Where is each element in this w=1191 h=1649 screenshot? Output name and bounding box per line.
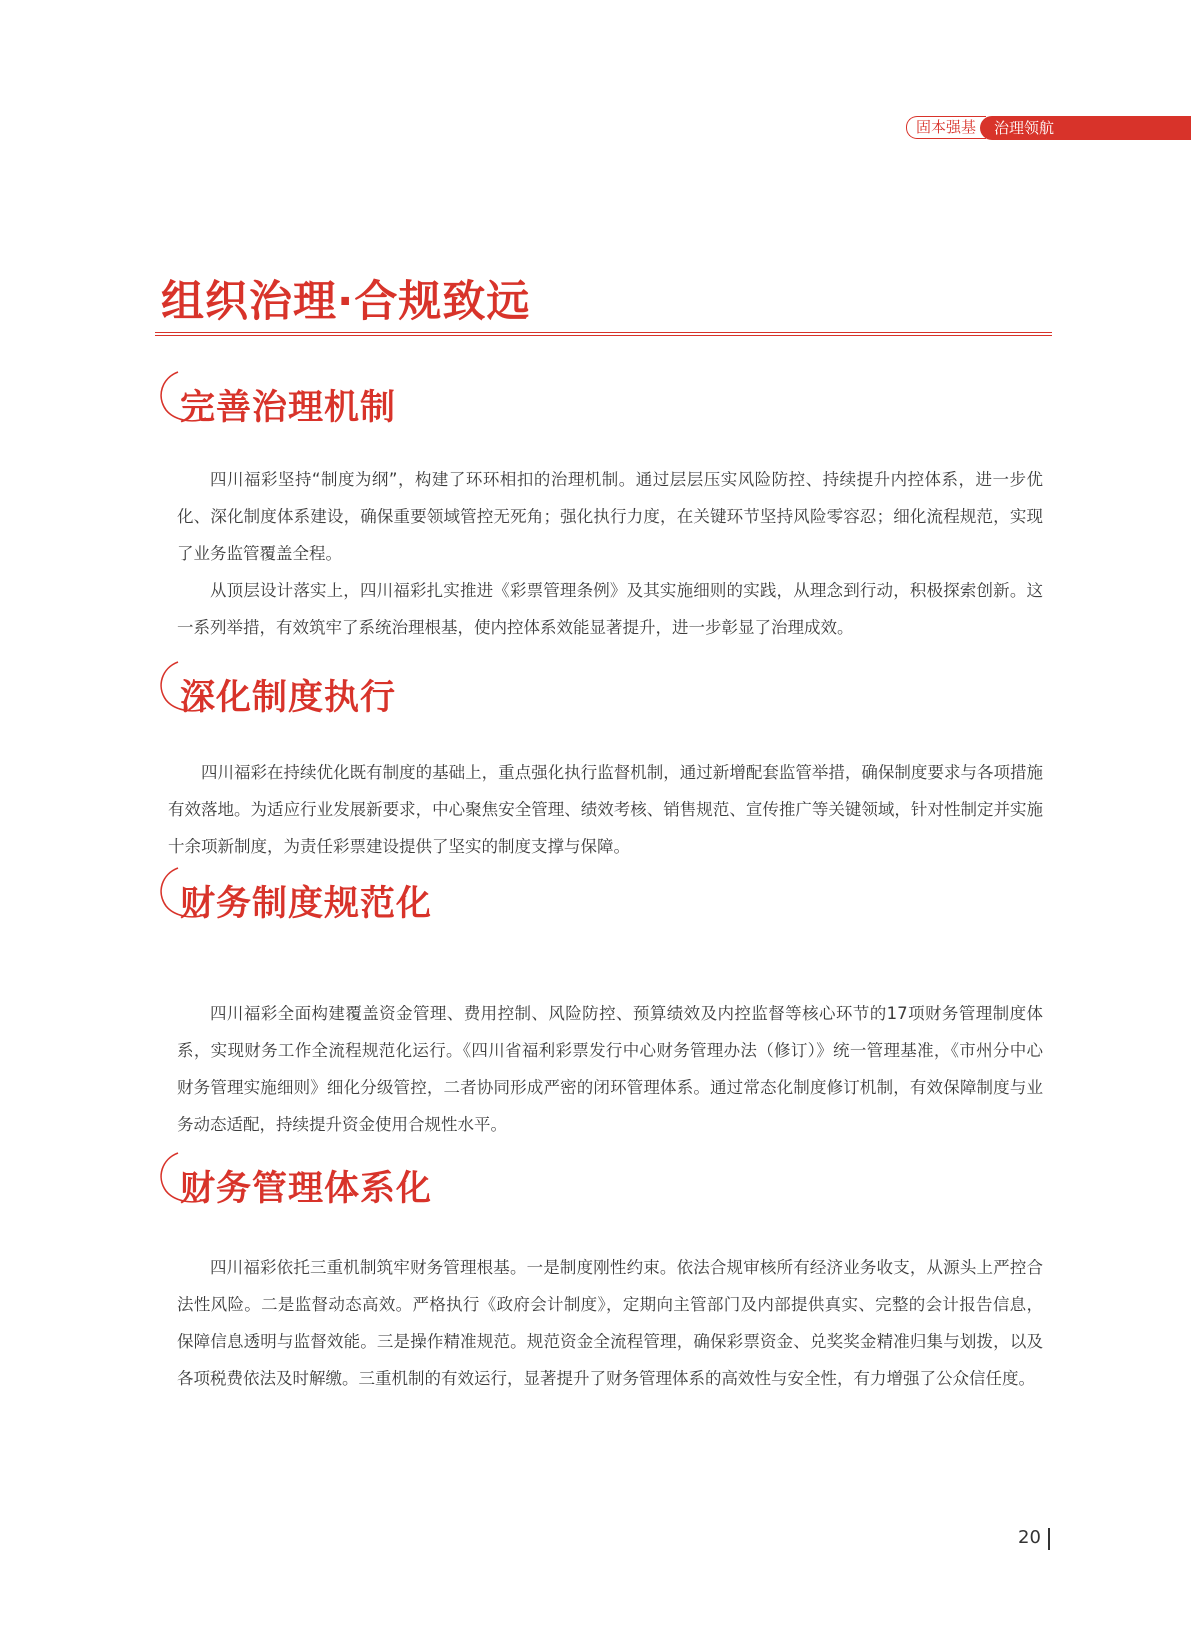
paragraph: 四川福彩在持续优化既有制度的基础上，重点强化执行监督机制，通过新增配套监管举措，确保制度要求与各项措施有效落地。为适应行业发展新要求，中心聚焦安全管理、绩效考核、销售规范、宣传推广等关键领域，针对性制定并实施十余项新制度，为责任彩票建设提供了坚实的制度支撑与保障。: [168, 763, 1043, 856]
section-heading-1: [152, 366, 552, 436]
page-number-divider: [1048, 1528, 1050, 1550]
section-title: 深化制度执行: [180, 678, 397, 718]
title-rule: [155, 332, 1052, 336]
page-number: 20: [1018, 1527, 1041, 1548]
section-title: 完善治理机制: [180, 388, 397, 428]
paragraph: 从顶层设计落实上，四川福彩扎实推进《彩票管理条例》及其实施细则的实践，从理念到行动，积极探索创新。这一系列举措，有效筑牢了系统治理根基，使内控体系效能显著提升，进一步彰显了治理成效。: [177, 581, 1043, 637]
header-tab-left: 固本强基: [906, 116, 986, 139]
header-tab-right: 治理领航: [980, 116, 1191, 140]
section-heading-2: [152, 656, 552, 726]
paragraph: 四川福彩坚持“制度为纲”，构建了环环相扣的治理机制。通过层层压实风险防控、持续提升内控体系，进一步优化、深化制度体系建设，确保重要领域管控无死角；强化执行力度，在关键环节坚持风险零容忍；细化流程规范，实现了业务监管覆盖全程。: [177, 470, 1043, 563]
section-heading-3: [152, 862, 552, 932]
page-title: 组织治理·合规致远: [161, 277, 531, 327]
paragraph: 四川福彩依托三重机制筑牢财务管理根基。一是制度刚性约束。依法合规审核所有经济业务收支，从源头上严控合法性风险。二是监督动态高效。严格执行《政府会计制度》，定期向主管部门及内部提供真实、完整的会计报告信息，保障信息透明与监督效能。三是操作精准规范。规范资金全流程管理，确保彩票资金、兑奖奖金精准归集与划拨，以及各项税费依法及时解缴。三重机制的有效运行，显著提升了财务管理体系的高效性与安全性，有力增强了公众信任度。: [177, 1258, 1043, 1388]
section-title: 财务管理体系化: [180, 1169, 433, 1209]
section-heading-4: [152, 1147, 552, 1217]
section-title: 财务制度规范化: [180, 884, 433, 924]
header-tab: [906, 115, 1191, 140]
paragraph: 四川福彩全面构建覆盖资金管理、费用控制、风险防控、预算绩效及内控监督等核心环节的17项财务管理制度体系，实现财务工作全流程规范化运行。《四川省福利彩票发行中心财务管理办法（修订）》统一管理基准，《市州分中心财务管理实施细则》细化分级管控，二者协同形成严密的闭环管理体系。通过常态化制度修订机制，有效保障制度与业务动态适配，持续提升资金使用合规性水平。: [177, 1004, 1043, 1134]
